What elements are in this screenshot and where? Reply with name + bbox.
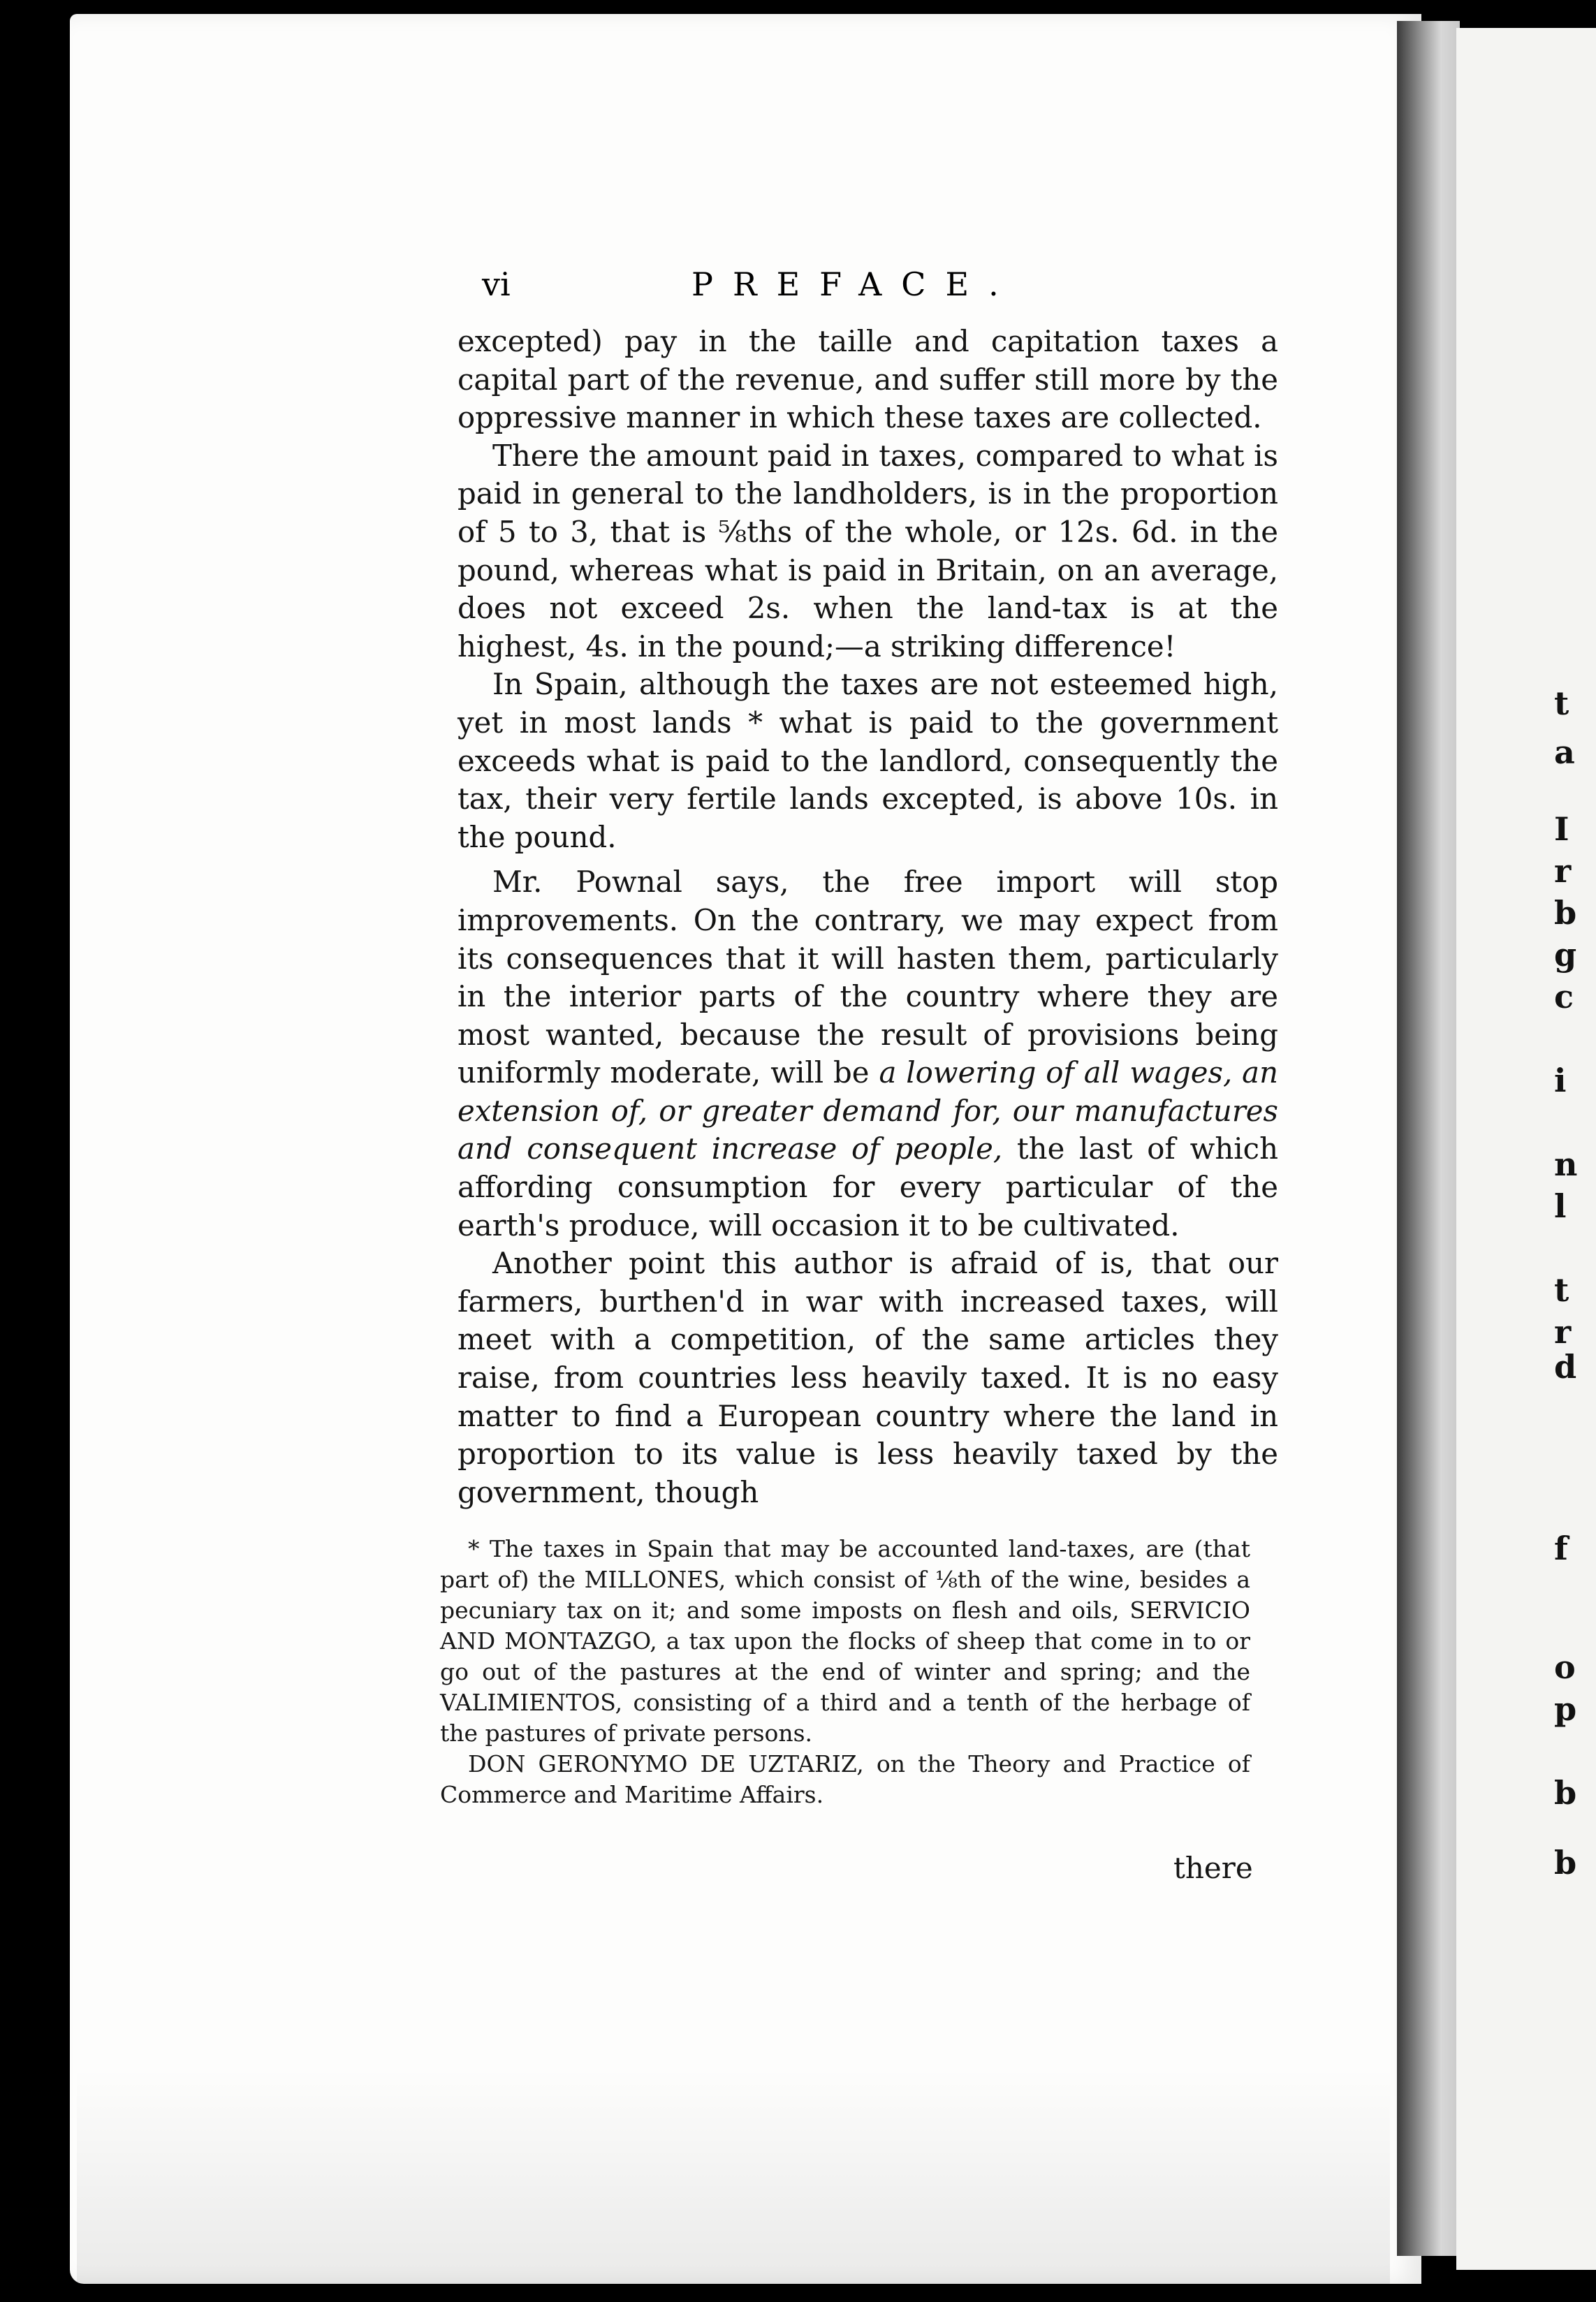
paragraph-text: Mr. Pownal says, the free import will stop improvements. On the contrary, we may expect from its consequences that it will hasten them, particularly in the interior parts of the country where they are most wanted, because the result of provisions being uniformly moderate, will be <box>457 865 1278 1090</box>
paragraph: There the amount paid in taxes, compared to what is paid in general to the landholders, is in the proportion of 5 to 3, that is ⅝ths of the whole, or 12s. 6d. in the pound, whereas what is paid in Britain, on an average, does not exceed 2s. when the land-tax is at the highest, 4s. in the pound;—a striking difference! <box>457 438 1278 664</box>
facing-fragment: i <box>1554 1062 1567 1099</box>
page-edge-shade <box>77 2067 1390 2291</box>
facing-fragment: f <box>1554 1530 1568 1567</box>
facing-page-edge <box>1456 28 1596 2270</box>
facing-fragment: g <box>1554 936 1577 974</box>
facing-fragment: b <box>1554 894 1577 932</box>
body-text <box>457 323 1278 1511</box>
facing-fragment: t <box>1554 684 1569 722</box>
facing-fragment: p <box>1554 1690 1577 1728</box>
facing-fragment: n <box>1554 1145 1578 1183</box>
running-head <box>482 265 1285 314</box>
facing-fragment: a <box>1554 733 1575 771</box>
facing-fragment: d <box>1554 1348 1577 1386</box>
footnote: DON GERONYMO DE UZTARIZ, on the Theory and Practice of Commerce and Maritime Affairs. <box>440 1750 1250 1808</box>
footnotes <box>440 1534 1250 1810</box>
italic-phrase: a lowering of all wages, an extension of, or greater demand for, our manufactures and consequent increase of people, <box>457 1055 1278 1166</box>
facing-fragment: r <box>1554 1313 1572 1351</box>
facing-fragment: r <box>1554 852 1572 890</box>
paragraph <box>457 863 1278 1245</box>
book-gutter <box>1397 21 1460 2256</box>
paragraph: In Spain, although the taxes are not esteemed high, yet in most lands * what is paid to the government exceeds what is paid to the landlord, consequently the tax, their very fertile lands excepted, is above 10s. in the pound. <box>457 667 1278 854</box>
facing-fragment: b <box>1554 1844 1577 1882</box>
footnote: * The taxes in Spain that may be accounted land-taxes, are (that part of) the MILLONES, which consist of ⅛th of the wine, besides a pecuniary tax on it; and some imposts on flesh and oils, SERVICIO AND MONTAZGO, a tax upon the flocks of sheep that come in to or go out of the pastures at the end of winter and spring; and the VALIMIENTOS, consisting of a third and a tenth of the herbage of the pastures of private persons. <box>440 1535 1250 1747</box>
paragraph-text: the last of which affording consumption for every particular of the earth's produce, will occasion it to be cultivated. <box>457 1131 1278 1242</box>
facing-fragment: I <box>1554 810 1569 848</box>
paragraph: Another point this author is afraid of is, that our farmers, burthen'd in war with increased taxes, will meet with a competition, of the same articles they raise, from countries less heavily taxed. It is no easy matter to find a European country where the land in proportion to its value is less heavily taxed by the government, though <box>457 1246 1278 1509</box>
facing-fragment: b <box>1554 1774 1577 1812</box>
page-number: vi <box>482 265 511 303</box>
facing-fragment: t <box>1554 1271 1569 1309</box>
catchword: there <box>1173 1851 1253 1885</box>
page-title: PREFACE. <box>691 265 1018 303</box>
facing-fragment: o <box>1554 1648 1576 1686</box>
paragraph: excepted) pay in the taille and capitation taxes a capital part of the revenue, and suffer still more by the oppressive manner in which these taxes are collected. <box>457 324 1278 435</box>
facing-fragment: l <box>1554 1187 1567 1225</box>
facing-fragment: c <box>1554 978 1574 1016</box>
